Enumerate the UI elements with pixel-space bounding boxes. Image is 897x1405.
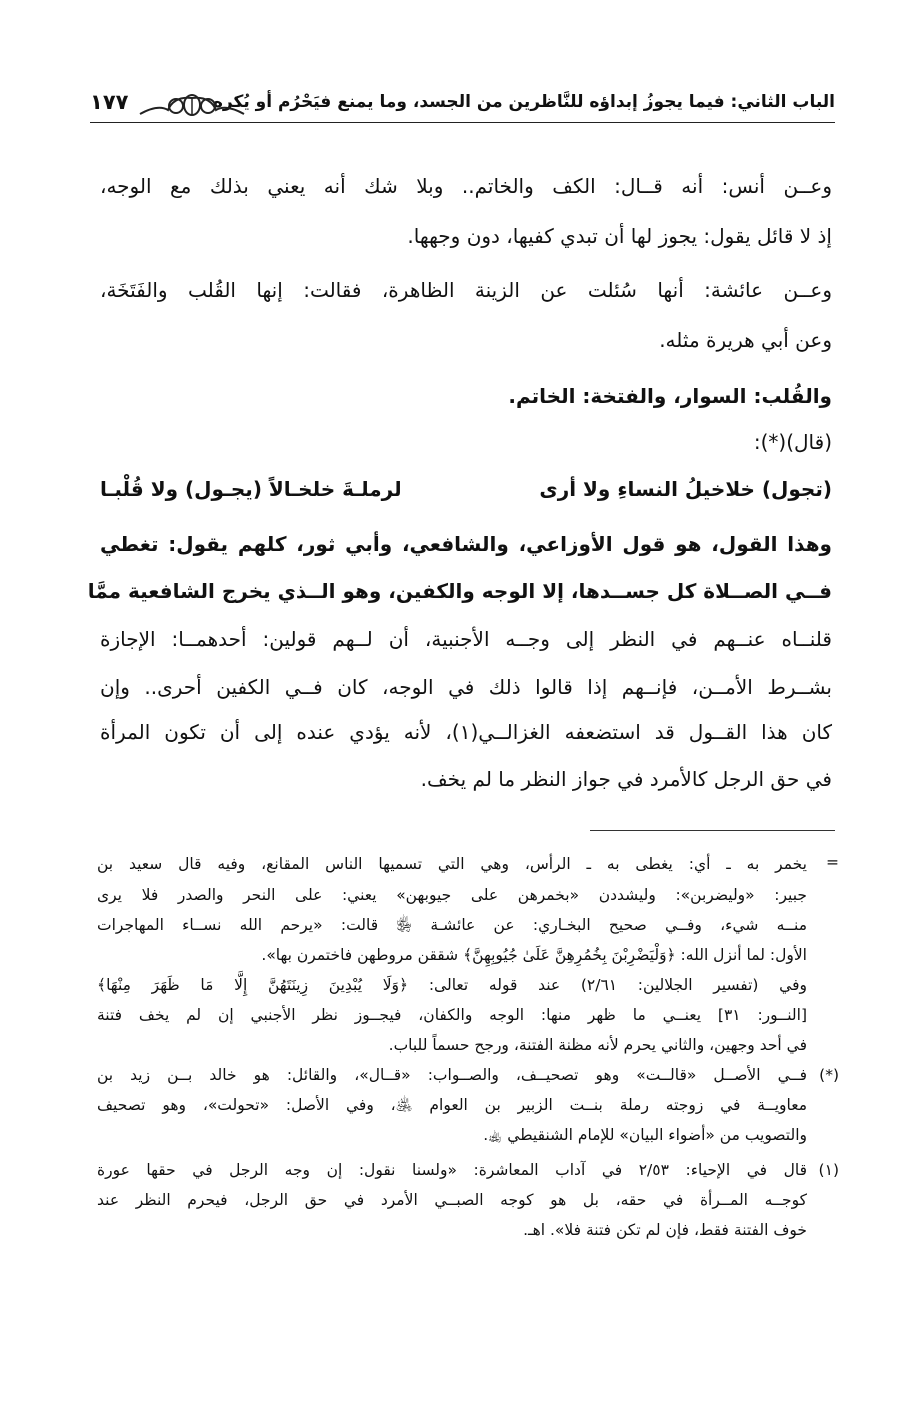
footnote-line: معاويــة في زوجته رملة بنــت الزبير بن العوام ﵁، وفي الأصل: «تحولت»، وهو تصحيف [97, 1096, 807, 1114]
body-line: في حق الرجل كالأمرد في جواز النظر ما لم يخف. [420, 767, 832, 791]
ornament-icon [138, 92, 246, 118]
footnote-line: [النــور: ٣١] يعنــي ما ظهر منها: الوجه والكفان، فيجــوز نظر الأجنبي إن لم يخف فتنة [97, 1006, 808, 1024]
footnote-line: الأول: لما أنزل الله: ﴿وَلْيَضْرِبْنَ بِخُمُرِهِنَّ عَلَىٰ جُيُوبِهِنَّ﴾ شققن مروطهن فاختمرن بها». [261, 946, 807, 964]
footnote-line: كوجــه المــرأة في حقه، بل هو كوجه الصبــي الأمرد في حق الرجل، فيحرم النظر عند [97, 1191, 807, 1209]
body-line: وعــن أنس: أنه قــال: الكف والخاتم.. وبلا شك أنه يعني بذلك مع الوجه، [100, 174, 832, 198]
footnote-line: خوف الفتنة فقط، فإن لم تكن فتنة فلا». اهـ. [523, 1221, 807, 1239]
footnote-line: وفي (تفسير الجلالين: ٢/٦١) عند قوله تعالى: ﴿وَلَا يُبْدِينَ زِينَتَهُنَّ إِلَّا مَا ظَهَرَ مِنْهَا﴾ [97, 976, 807, 994]
body-line: وعن أبي هريرة مثله. [659, 328, 832, 352]
footnote-marker: (١) [818, 1161, 839, 1179]
poem-second-hemistich: لرملـةَ خلخـالاً (يجـول) ولا قُلْبـا [100, 477, 402, 501]
footnote-line: فــي الأصــل «قالــت» وهو تصحيــف، والصــواب: «قــال»، والقائل: هو خالد بــن زيد بن [97, 1066, 807, 1084]
footnote-line: يخمر به ـ أي: يغطى به ـ الرأس، وهي التي تسميها الناس المقانع، وفيه قال سعيد بن [97, 855, 807, 873]
footnote-line: والتصويب من «أضواء البيان» للإمام الشنقيطي ﵀. [483, 1126, 807, 1144]
body-line: فــي الصــلاة كل جســدها، إلا الوجه والكفين، وهو الــذي يخرج الشافعية ممَّا [87, 579, 832, 603]
poem-first-hemistich: (تجول) خلاخيلُ النساءِ ولا أرى [539, 477, 832, 501]
page-number: ١٧٧ [90, 90, 129, 114]
footnote-line: في أحد وجهين، والثاني يحرم لأنه مظنة الفتنة، ورجح حسماً للباب. [388, 1036, 807, 1054]
body-line: بشــرط الأمــن، فإنــهم إذا قالوا ذلك في الوجه، كان فــي الكفين أحرى.. وإن [100, 675, 832, 699]
footnote-line: جبير: «وليضربن»: وليشددن «بخمرهن على جيوبهن» يعني: على النحر والصدر فلا يرى [97, 886, 807, 904]
poem-verse [100, 475, 832, 503]
body-line: (قال)(*): [753, 430, 832, 454]
footnote-marker: (*) [819, 1066, 839, 1084]
footnote-marker: = [826, 853, 839, 871]
body-line: وعــن عائشة: أنها سُئلت عن الزينة الظاهرة، فقالت: إنها القُلب والفَتَخَة، [100, 278, 832, 302]
footnote-line: منــه شيء، وفــي صحيح البخـاري: عن عائشـة ﵂ قالت: «يرحم الله نســاء المهاجرات [97, 916, 807, 934]
footnote-separator [590, 830, 835, 831]
body-line: قلنــاه عنــهم في النظر إلى وجــه الأجنبية، أن لــهم قولين: أحدهمــا: الإجازة [100, 627, 832, 651]
footnote-line: قال في الإحياء: ٢/٥٣ في آداب المعاشرة: «ولسنا نقول: إن وجه الرجل في حقها عورة [97, 1161, 807, 1179]
body-line: وهذا القول، هو قول الأوزاعي، والشافعي، وأبي ثور، كلهم يقول: تغطي [100, 532, 832, 556]
chapter-title: الباب الثاني: فيما يجوزُ إبداؤه للنَّاظرين من الجسد، وما يمنع فيَحْرُم أو يُكره [212, 92, 835, 112]
running-header [90, 88, 835, 123]
body-line: كان هذا القــول قد استضعفه الغزالــي(١)، لأنه يؤدي عنده إلى أن تكون المرأة [100, 720, 832, 744]
body-line: إذ لا قائل يقول: يجوز لها أن تبدي كفيها، دون وجهها. [407, 224, 832, 248]
body-line: والقُلب: السوار، والفتخة: الخاتم. [508, 384, 832, 408]
